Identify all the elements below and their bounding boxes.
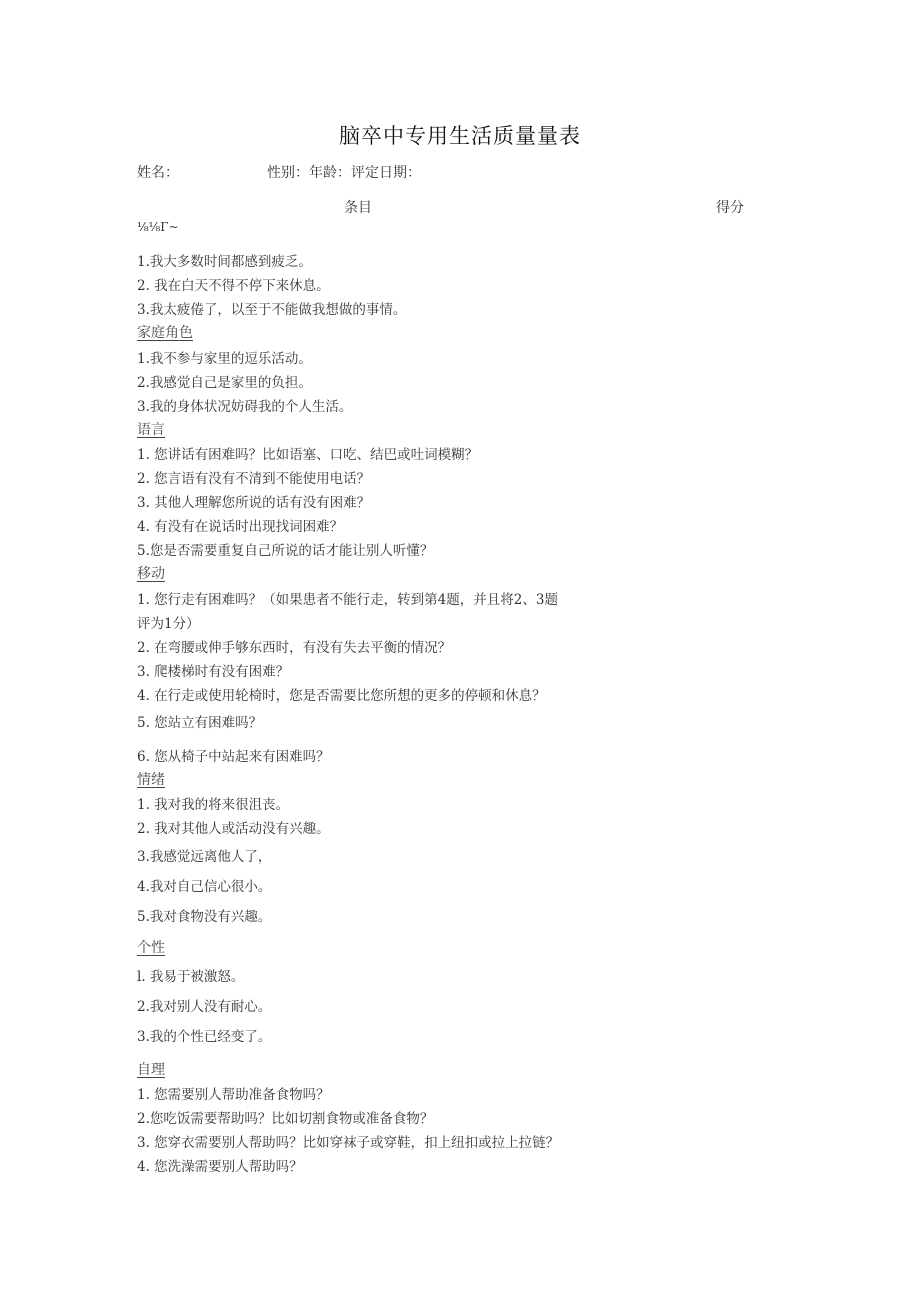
mood-item-3: 3.我感觉远离他人了， <box>137 849 272 865</box>
mobility-item-2: 2. 在弯腰或伸手够东西时，有没有失去平衡的情况？ <box>137 640 452 656</box>
family-item-3: 3.我的身体状况妨碍我的个人生活。 <box>137 399 353 415</box>
section-title-language: 语言 <box>137 422 165 438</box>
energy-item-2: 2. 我在白天不得不停下来休息。 <box>137 278 330 294</box>
mobility-item-5: 5. 您站立有困难吗？ <box>137 715 263 731</box>
section-title-family: 家庭角色 <box>137 325 193 341</box>
personality-item-1: l. 我易于被激怒。 <box>137 969 245 985</box>
mood-item-2: 2. 我对其他人或活动没有兴趣。 <box>137 821 330 837</box>
garbled-section-heading: ⅛⅛Γ~ <box>137 220 179 234</box>
mood-item-4: 4.我对自己信心很小。 <box>137 879 272 895</box>
name-label: 姓名： <box>137 165 179 181</box>
mood-item-5: 5.我对食物没有兴趣。 <box>137 909 272 925</box>
energy-item-3: 3.我太疲倦了，以至于不能做我想做的事情。 <box>137 302 407 318</box>
mobility-item-1-continued: 评为1分） <box>137 616 200 632</box>
selfcare-item-2: 2.您吃饭需要帮助吗？比如切割食物或准备食物？ <box>137 1111 434 1127</box>
section-title-selfcare: 自理 <box>137 1062 165 1078</box>
score-column-header: 得分 <box>716 200 744 216</box>
document-title: 脑卒中专用生活质量量表 <box>339 124 581 148</box>
mood-item-1: 1. 我对我的将来很沮丧。 <box>137 797 290 813</box>
selfcare-item-1: 1. 您需要别人帮助准备食物吗？ <box>137 1087 330 1103</box>
language-item-1: 1. 您讲话有困难吗？比如语塞、口吃、结巴或吐词模糊？ <box>137 447 479 463</box>
family-item-2: 2.我感觉自己是家里的负担。 <box>137 375 312 391</box>
language-item-2: 2. 您言语有没有不清到不能使用电话？ <box>137 471 371 487</box>
personality-item-3: 3.我的个性已经变了。 <box>137 1029 272 1045</box>
mobility-item-4: 4. 在行走或使用轮椅时，您是否需要比您所想的更多的停顿和休息？ <box>137 688 546 704</box>
selfcare-item-4: 4. 您洗澡需要别人帮助吗？ <box>137 1159 303 1175</box>
section-title-mobility: 移动 <box>137 566 165 582</box>
section-title-personality: 个性 <box>137 940 165 956</box>
gender-age-date-label: 性别：年龄：评定日期： <box>267 165 421 181</box>
language-item-3: 3. 其他人理解您所说的话有没有困难？ <box>137 495 371 511</box>
personality-item-2: 2.我对别人没有耐心。 <box>137 999 272 1015</box>
language-item-5: 5.您是否需要重复自己所说的话才能让别人听懂？ <box>137 543 434 559</box>
item-column-header: 条目 <box>344 200 372 216</box>
mobility-item-3: 3. 爬楼梯时有没有困难？ <box>137 664 290 680</box>
family-item-1: 1.我不参与家里的逗乐活动。 <box>137 351 312 367</box>
selfcare-item-3: 3. 您穿衣需要别人帮助吗？比如穿袜子或穿鞋，扣上纽扣或拉上拉链？ <box>137 1135 560 1151</box>
section-title-mood: 情绪 <box>137 772 165 788</box>
language-item-4: 4. 有没有在说话时出现找词困难？ <box>137 519 344 535</box>
mobility-item-6: 6. 您从椅子中站起来有困难吗？ <box>137 749 330 765</box>
energy-item-1: 1.我大多数时间都感到疲乏。 <box>137 254 312 270</box>
mobility-item-1: 1. 您行走有困难吗？（如果患者不能行走，转到第4题，并且将2、3题 <box>137 592 558 608</box>
